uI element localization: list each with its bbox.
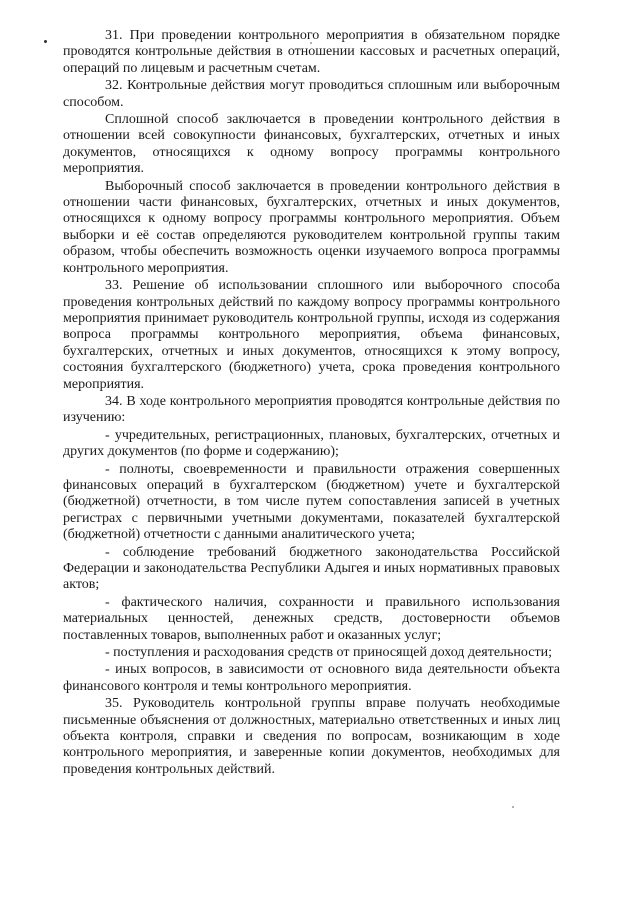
- list-item-actual-availability: - фактического наличия, сохранности и правильного использования материальных ценностей, денежных средств, достоверности объемов поставленных товаров, выполненных работ и оказанных услуг;: [63, 594, 560, 643]
- paragraph-35: 35. Руководитель контрольной группы вправе получать необходимые письменные объяснения от должностных, материально ответственных и иных лиц объекта контроля, справки и сведения по вопросам, возникающим в ходе контрольного мероприятия, и заверенные копии документов, необходимых для проведения контрольных действий.: [63, 696, 560, 777]
- paragraph-sampling-method: Выборочный способ заключается в проведении контрольного действия в отношении части финансовых, бухгалтерских, отчетных и иных документов, относящихся к одному вопросу программы контрольного мероприятия. Объем выборки и её состав определяются руководителем контрольной группы таким образом, чтобы обеспечить возможность оценки изучаемого вопроса программы контрольного мероприятия.: [63, 178, 560, 276]
- paragraph-continuous-method: Сплошной способ заключается в проведении контрольного действия в отношении всей совокупности финансовых, бухгалтерских, отчетных и иных документов, относящихся к одному вопросу программы контрольного мероприятия.: [63, 112, 560, 177]
- list-item-other-questions: - иных вопросов, в зависимости от основного вида деятельности объекта финансового контроля и темы контрольного мероприятия.: [63, 662, 560, 694]
- paragraph-31: 31. При проведении контрольного мероприятия в обязательном порядке проводятся контрольные действия в отношении кассовых и расчетных операций, операций по лицевым и расчетным счетам.: [63, 28, 560, 76]
- document-body: [63, 28, 560, 779]
- paragraph-33: 33. Решение об использовании сплошного или выборочного способа проведения контрольных действий по каждому вопросу программы контрольного мероприятия принимает руководитель контрольной группы, исходя из содержания вопроса программы контрольного мероприятия, объема финансовых, бухгалтерских, отчетных и иных документов, относящихся к этому вопросу, состояния бухгалтерского (бюджетного) учета, срока проведения контрольного мероприятия.: [63, 278, 560, 392]
- scan-speck: [512, 806, 514, 808]
- list-item-income-activity: - поступления и расходования средств от приносящей доход деятельности;: [105, 645, 552, 661]
- list-item-budget-law: - соблюдение требований бюджетного законодательства Российской Федерации и законодательства Республики Адыгея и иных нормативных правовых актов;: [63, 544, 560, 593]
- scan-mark: [44, 40, 47, 43]
- paragraph-32: 32. Контрольные действия могут проводиться сплошным или выборочным способом.: [63, 78, 560, 110]
- list-item-completeness: - полноты, своевременности и правильности отражения совершенных финансовых операций в бухгалтерском (бюджетном) учете и бухгалтерской (бюджетной) отчетности, в том числе путем сопоставления записей в учетных регистрах с первичными учетными документами, показателей бухгалтерской (бюджетной) отчетности с данными аналитического учета;: [63, 461, 560, 543]
- list-item-constituent-documents: - учредительных, регистрационных, плановых, бухгалтерских, отчетных и других документов (по форме и содержанию);: [63, 427, 560, 460]
- paragraph-34: 34. В ходе контрольного мероприятия проводятся контрольные действия по изучению:: [63, 393, 560, 426]
